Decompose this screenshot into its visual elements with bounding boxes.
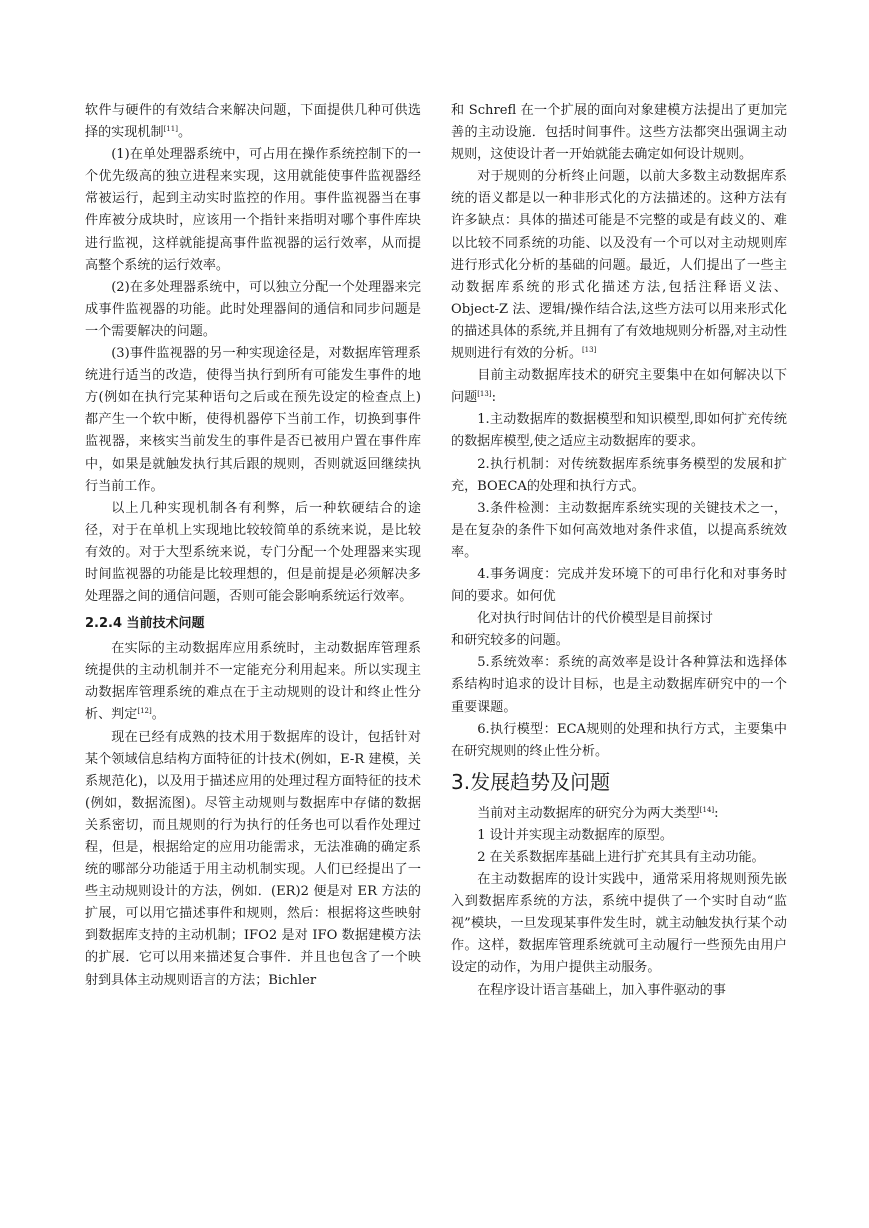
paragraph-text: 对于规则的分析终止问题，以前大多数主动数据库系统的语义都是以一种非形式化的方法描述的。这种方法有许多缺点：具体的描述可能是不完整的或是有歧义的、难以比较不同系统的功能、以及没有一个可以对主动规则库进行形式化分析的基础的问题。最近，人们提出了一些主动数据库系统的形式化描述方法,包括注释语义法、Object-Z 法、逻辑/操作结合法,这些方法可以用来形式化的描述具体的系统,并且拥有了有效地规则分析器,对主动性规则进行有效的分析。 bbox=[451, 169, 787, 362]
citation: [13] bbox=[581, 346, 597, 355]
paragraph-text: 。 bbox=[177, 125, 192, 141]
paragraph: 1 设计并实现主动数据库的原型。 bbox=[477, 827, 673, 843]
list-item: 5.系统效率：系统的高效率是设计各种算法和选择体系结构时追求的设计目标，也是主动数据库研究中的一个重要课题。 bbox=[451, 655, 787, 715]
right-column bbox=[451, 100, 787, 1002]
paragraph-text: 目前主动数据库技术的研究主要集中在如何解决以下问题 bbox=[451, 368, 787, 406]
paragraph bbox=[451, 803, 787, 825]
citation: [12] bbox=[137, 707, 152, 716]
citation: [14] bbox=[699, 805, 715, 814]
paragraph-text: 软件与硬件的有效结合来解决问题，下面提供几种可供选择的实现机制 bbox=[85, 103, 421, 141]
paragraph bbox=[451, 365, 787, 409]
paragraph: (3)事件监视器的另一种实现途径是，对数据库管理系统进行适当的改造，使得当执行到所有可能发生事件的地方(例如在执行完某种语句之后或在预先设定的检查点上)都产生一个软中断，使得机器停下当前工作，切换到事件监视器，来核实当前发生的事件是否已被用户置在事件库中，如果是就触发执行其后跟的规则，否则就返回继续执行当前工作。 bbox=[85, 346, 421, 494]
paragraph bbox=[451, 166, 787, 365]
list-item: 化对执行时间估计的代价模型是目前探讨 bbox=[477, 611, 713, 627]
list-item: 1.主动数据库的数据模型和知识模型,即如何扩充传统的数据库模型,使之适应主动数据库的要求。 bbox=[451, 412, 787, 450]
paragraph: (1)在单处理器系统中，可占用在操作系统控制下的一个优先级高的独立进程来实现，这用就能使事件监视器经常被运行，起到主动实时监控的作用。事件监视器当在事件库被分成块时，应该用一个指针来指明对哪个事件库块进行监视，这样就能提高事件监视器的运行效率，从而提高整个系统的运行效率。 bbox=[85, 147, 421, 273]
list-item: 4.事务调度：完成并发环境下的可串行化和对事务时间的要求。如何优 bbox=[451, 566, 787, 605]
paragraph: 2 在关系数据库基础上进行扩充其具有主动功能。 bbox=[477, 850, 765, 865]
paragraph: 在程序设计语言基础上，加入事件驱动的事 bbox=[477, 982, 726, 998]
citation: [13] bbox=[477, 390, 492, 399]
subsection-heading: 2.2.4 当前技术问题 bbox=[85, 616, 205, 632]
section-heading: 3.发展趋势及问题 bbox=[451, 769, 611, 794]
paragraph-text: : bbox=[491, 390, 496, 406]
paragraph bbox=[85, 100, 421, 144]
paragraph: 和 Schrefl 在一个扩展的面向对象建模方法提出了更加完善的主动设施．包括时间事件。这些方法都突出强调主动规则，这使设计者一开始就能去确定如何设计规则。 bbox=[451, 103, 787, 163]
list-item: 3.条件检测：主动数据库系统实现的关键技术之一，是在复杂的条件下如何高效地对条件求值，以提高系统效率。 bbox=[451, 500, 787, 560]
list-item: 2.执行机制：对传统数据库系统事务模型的发展和扩充，BOECA的处理和执行方式。 bbox=[451, 456, 787, 494]
paragraph: (2)在多处理器系统中，可以独立分配一个处理器来完成事件监视器的功能。此时处理器间的通信和同步问题是一个需要解决的问题。 bbox=[85, 279, 421, 339]
list-item: 6.执行模型：ECA规则的处理和执行方式，主要集中在研究规则的终止性分析。 bbox=[451, 721, 787, 759]
paragraph bbox=[85, 638, 421, 726]
paragraph-text: 在实际的主动数据库应用系统时，主动数据库管理系统提供的主动机制并不一定能充分利用起来。所以实现主动数据库管理系统的难点在于主动规则的设计和终止性分析、判定 bbox=[85, 641, 421, 723]
citation: [11] bbox=[163, 125, 178, 134]
paragraph-text: : bbox=[714, 805, 719, 821]
left-column bbox=[85, 100, 421, 992]
paragraph-text: 当前对主动数据库的研究分为两大类型 bbox=[477, 805, 700, 821]
list-item: 和研究较多的问题。 bbox=[451, 633, 569, 649]
paragraph-text: 。 bbox=[151, 707, 165, 723]
paragraph: 现在已经有成熟的技术用于数据库的设计，包括针对某个领域信息结构方面特征的计技术(例如，E-R 建模，关系规范化)，以及用于描述应用的处理过程方面特征的技术(例如，数据流图)。尽管主动规则与数据库中存储的数据关系密切，而且规则的行为执行的任务也可以看作处理过程，但是，根据给定的应用功能需求，无法准确的确定系统的哪部分功能适于用主动机制实现。人们已经提出了一些主动规则设计的方法，例如．(ER)2 便是对 ER 方法的扩展，可以用它描述事件和规则，然后：根据将这些映射到数据库支持的主动机制；IFO2 是对 IFO 数据建模方法的扩展．它可以用来描述复合事件．并且也包含了一个映射到具体主动规则语言的方法；Bichler bbox=[85, 729, 421, 988]
paragraph: 以上几种实现机制各有利弊，后一种软硬结合的途径，对于在单机上实现地比较较简单的系统来说，是比较有效的。对于大型系统来说，专门分配一个处理器来实现时间监视器的功能是比较理想的，但是前提是必须解决多处理器之间的通信问题，否则可能会影响系统运行效率。 bbox=[85, 500, 421, 605]
paragraph: 在主动数据库的设计实践中，通常采用将规则预先嵌入到数据库系统的方法，系统中提供了一个实时自动“监视”模块，一旦发现某事件发生时，就主动触发执行某个动作。这样，数据库管理系统就可主动履行一些预先由用户设定的动作，为用户提供主动服务。 bbox=[451, 872, 787, 976]
